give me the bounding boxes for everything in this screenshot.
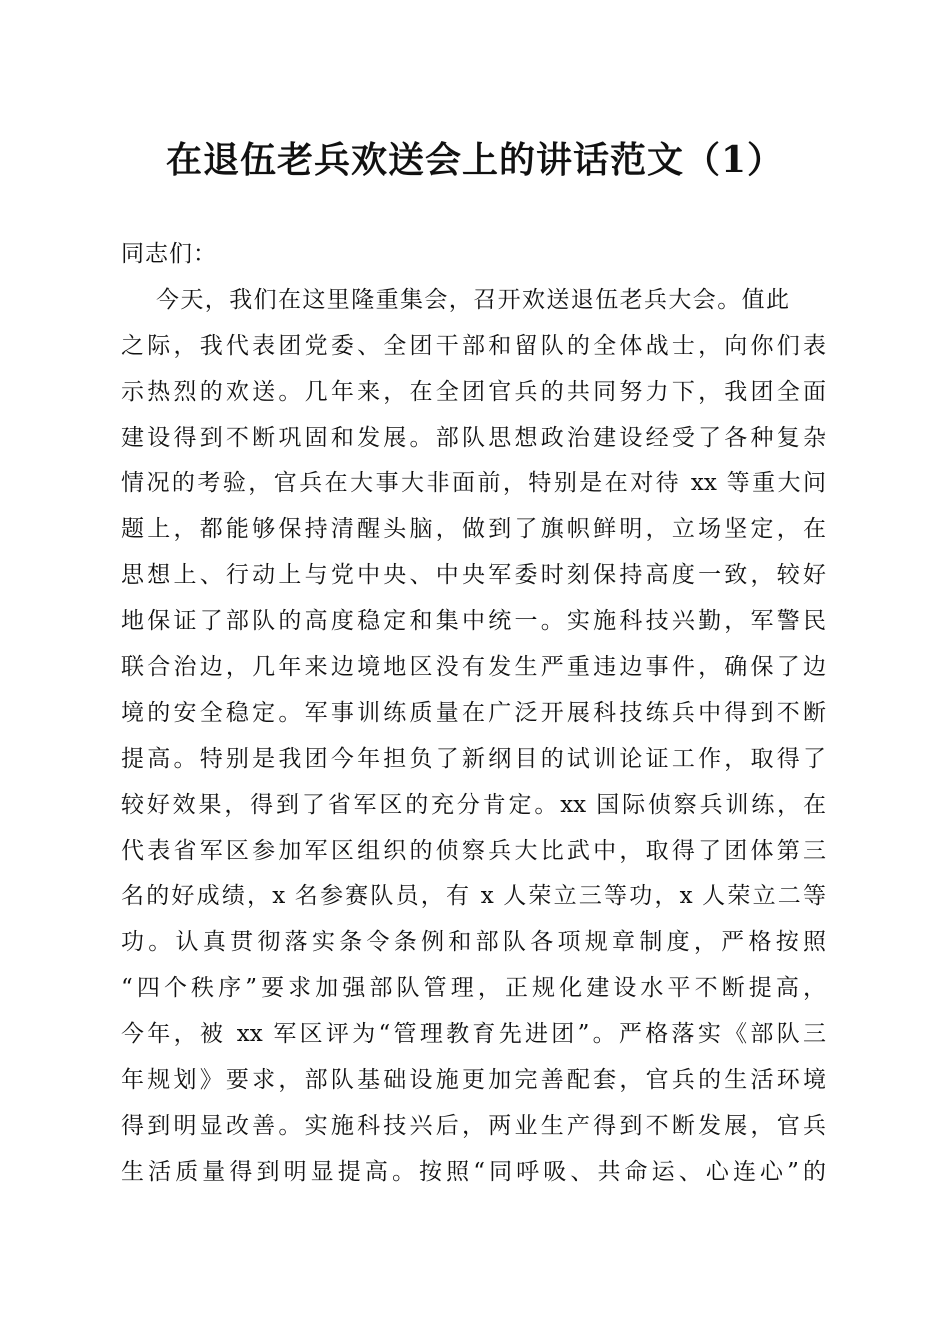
- paragraph-line: 地保证了部队的高度稳定和集中统一。实施科技兴勤，军警民: [121, 608, 826, 635]
- paragraph-line: 今天，我们在这里隆重集会，召开欢送退伍老兵大会。值此: [156, 286, 791, 313]
- paragraph-line: 年规划》要求，部队基础设施更加完善配套，官兵的生活环境: [121, 1067, 826, 1094]
- paragraph-line: 思想上、行动上与党中央、中央军委时刻保持高度一致，较好: [121, 562, 826, 589]
- paragraph-line: 较好效果，得到了省军区的充分肯定。xx 国际侦察兵训练，在: [121, 791, 826, 818]
- paragraph-line: 示热烈的欢送。几年来，在全团官兵的共同努力下，我团全面: [121, 378, 826, 405]
- paragraph-line: 联合治边，几年来边境地区没有发生严重违边事件，确保了边: [121, 654, 826, 681]
- paragraph-line: 之际，我代表团党委、全团干部和留队的全体战士，向你们表: [121, 332, 826, 359]
- paragraph-line: 境的安全稳定。军事训练质量在广泛开展科技练兵中得到不断: [121, 699, 826, 726]
- paragraph-line: 生活质量得到明显提高。按照“同呼吸、共命运、心连心”的: [121, 1158, 826, 1185]
- paragraph-line: 今年，被 xx 军区评为“管理教育先进团”。严格落实《部队三: [121, 1021, 826, 1048]
- paragraph-line: 情况的考验，官兵在大事大非面前，特别是在对待 xx 等重大问: [121, 470, 826, 497]
- paragraph-line: “四个秩序”要求加强部队管理，正规化建设水平不断提高，: [121, 975, 826, 1002]
- paragraph-line: 名的好成绩，x 名参赛队员，有 x 人荣立三等功，x 人荣立二等: [121, 883, 826, 910]
- document-body: [121, 236, 826, 1200]
- paragraph-line: 建设得到不断巩固和发展。部队思想政治建设经受了各种复杂: [121, 424, 826, 451]
- salutation: 同志们：: [121, 241, 217, 267]
- paragraph-line: 得到明显改善。实施科技兴后，两业生产得到不断发展，官兵: [121, 1112, 826, 1139]
- document-title: 在退伍老兵欢送会上的讲话范文（1）: [165, 139, 785, 181]
- paragraph-line: 代表省军区参加军区组织的侦察兵大比武中，取得了团体第三: [121, 837, 826, 864]
- paragraph-line: 功。认真贯彻落实条令条例和部队各项规章制度，严格按照: [121, 929, 826, 956]
- paragraph-line: 提高。特别是我团今年担负了新纲目的试训论证工作，取得了: [121, 745, 826, 772]
- paragraph-line: 题上，都能够保持清醒头脑，做到了旗帜鲜明，立场坚定，在: [121, 516, 826, 543]
